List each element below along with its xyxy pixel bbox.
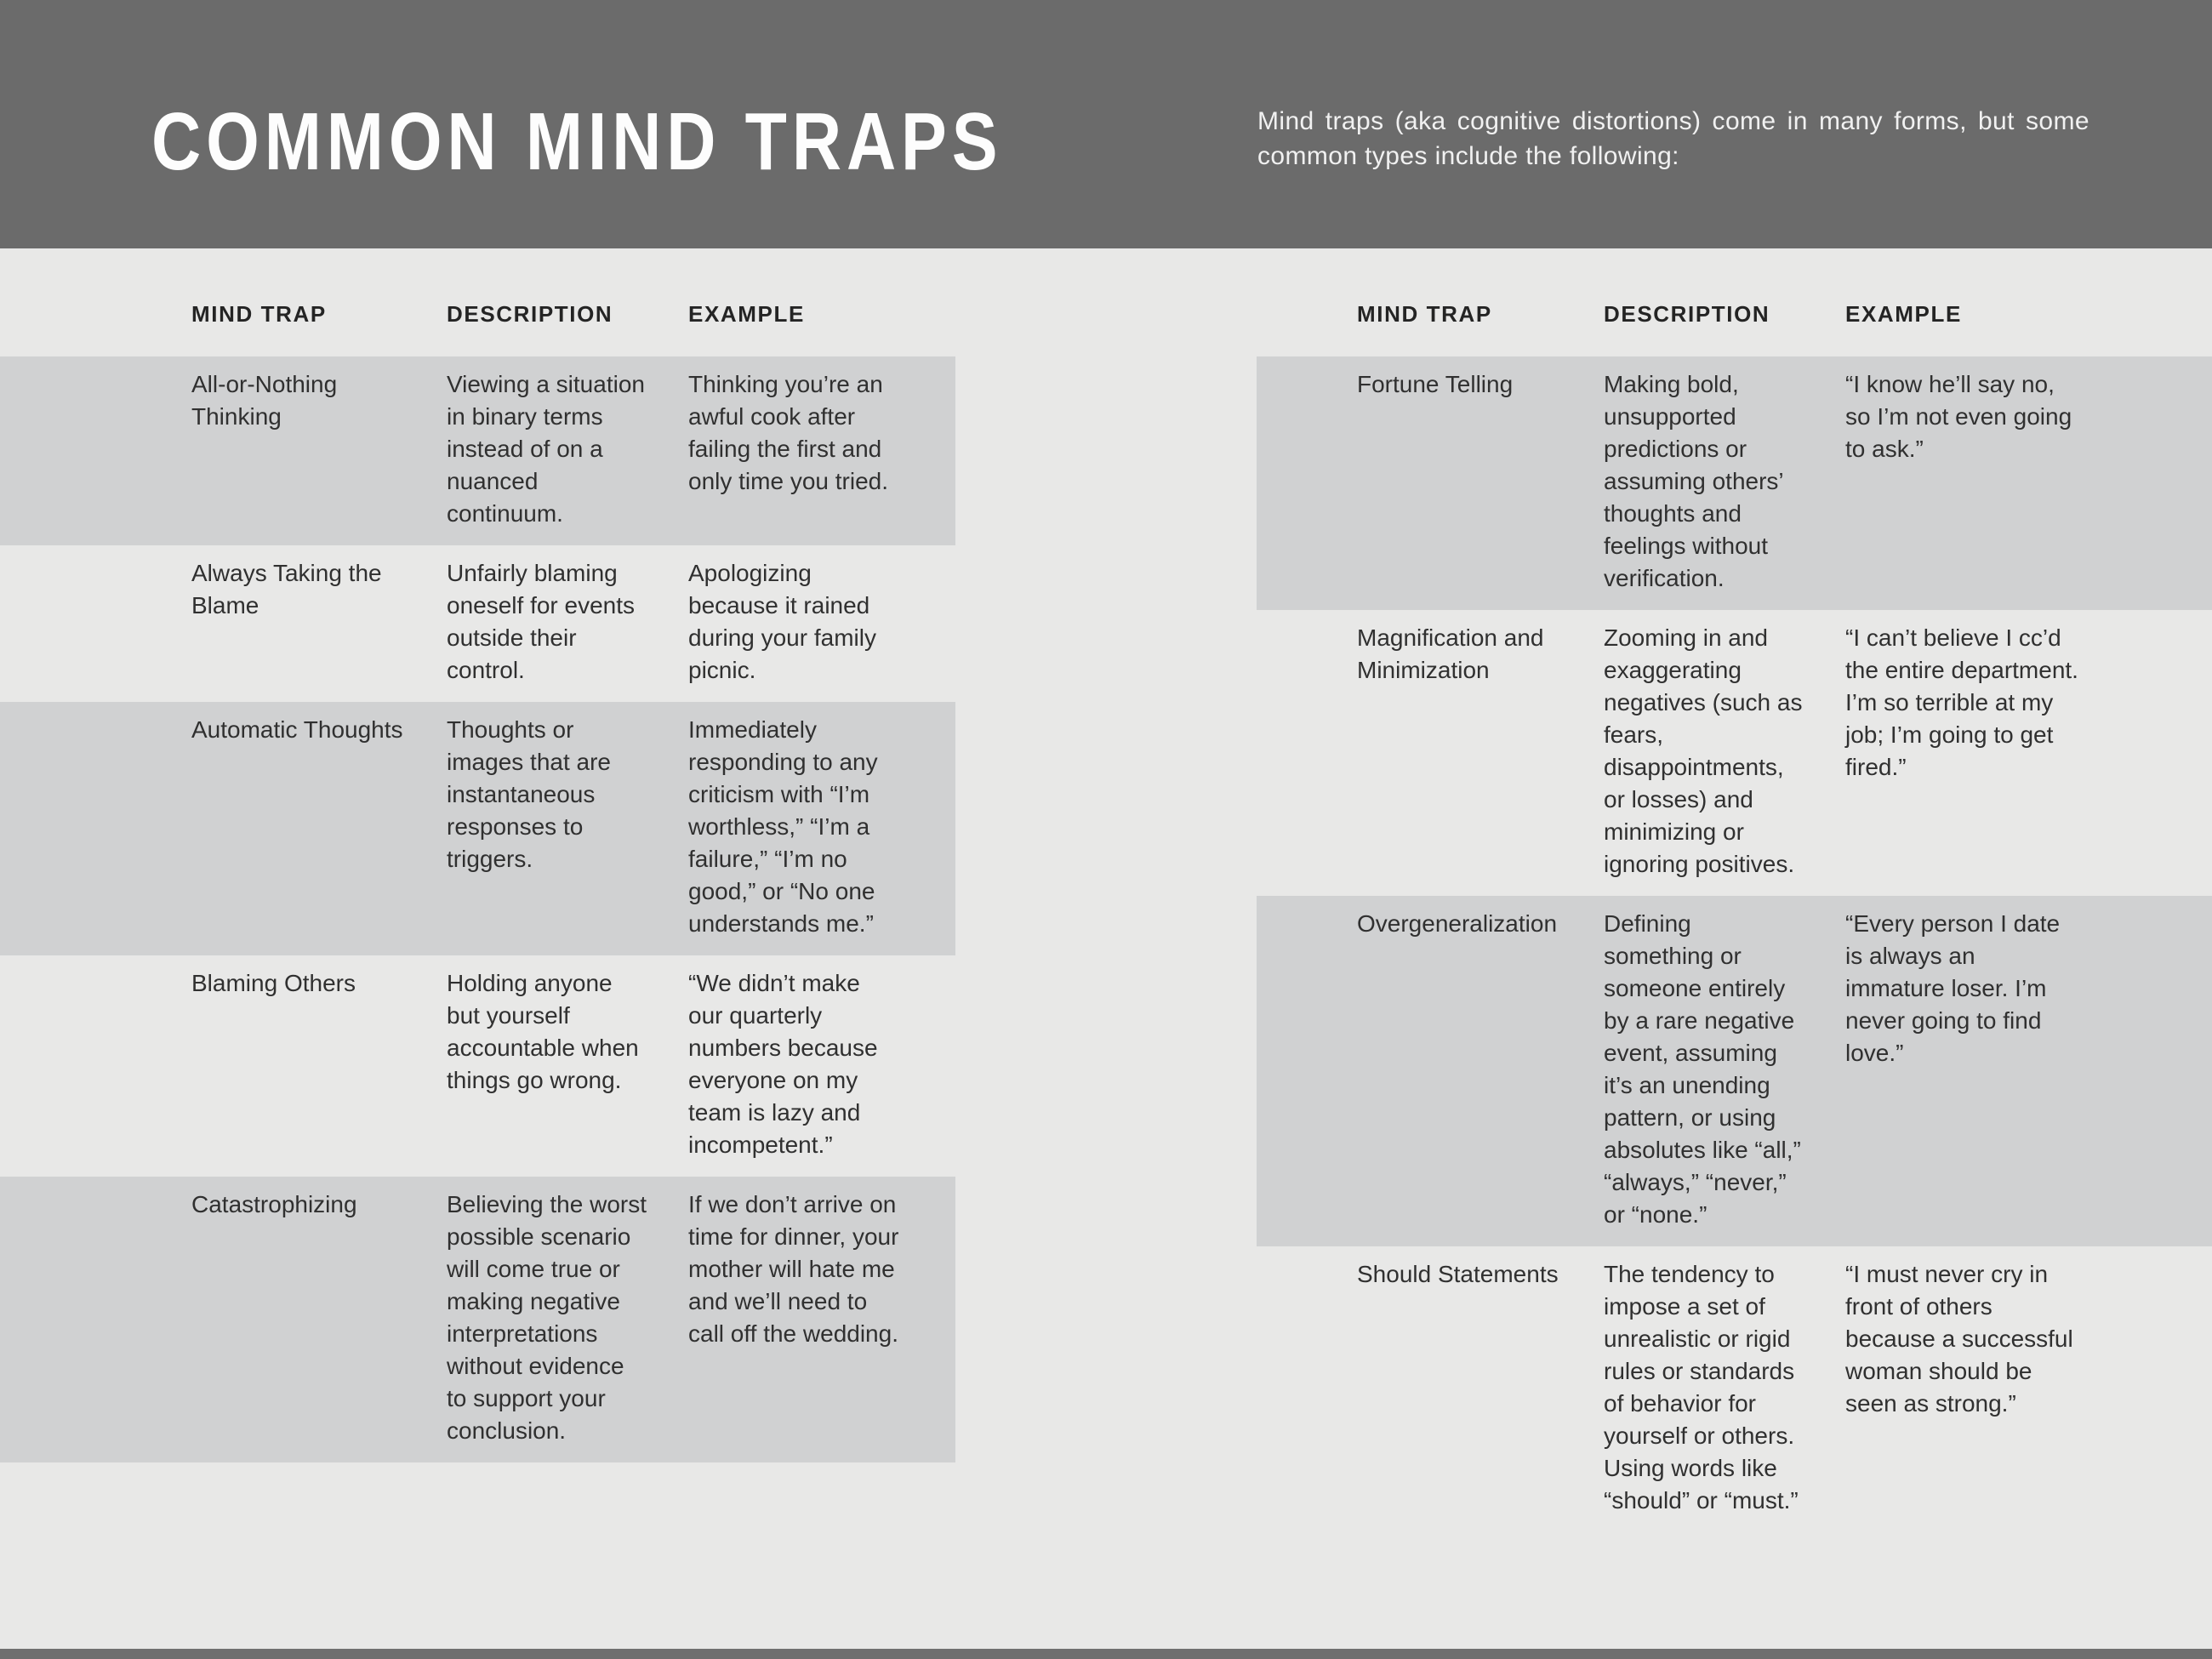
- mind-trap-example: Immediately responding to any criticism with “I’m worthless,” “I’m a failure,” “I’m no good,” or “No one understands me.”: [688, 716, 878, 937]
- mind-trap-name: Should Statements: [1357, 1261, 1559, 1287]
- mind-trap-description: Viewing a situation in binary terms instead of on a nuanced continuum.: [447, 371, 645, 527]
- intro-text: Mind traps (aka cognitive distortions) come in many forms, but some common types include the following:: [1257, 107, 2089, 170]
- mind-trap-example: Thinking you’re an awful cook after failing the first and only time you tried.: [688, 371, 888, 494]
- mind-trap-name: Blaming Others: [191, 970, 356, 996]
- header-band: [0, 0, 2212, 248]
- table-row: [1257, 356, 2212, 610]
- mind-trap-description: Zooming in and exaggerating negatives (such as fears, disappointments, or losses) and minimizing or ignoring positives.: [1604, 624, 1803, 877]
- column-header-example: EXAMPLE: [1845, 301, 1962, 327]
- mind-trap-name: Overgeneralization: [1357, 910, 1558, 937]
- mind-trap-description: Unfairly blaming oneself for events outside their control.: [447, 560, 636, 683]
- mind-trap-example: “I can’t believe I cc’d the entire department. I’m so terrible at my job; I’m going to get fired.”: [1845, 624, 2078, 780]
- mind-trap-example: If we don’t arrive on time for dinner, your mother will hate me and we’ll need to call off the wedding.: [688, 1191, 899, 1347]
- mind-trap-description: The tendency to impose a set of unrealistic or rigid rules or standards of behavior for yourself or others. Using words like “should” or “must.”: [1604, 1261, 1799, 1514]
- mind-trap-description: Defining something or someone entirely by a rare negative event, assuming it’s an unending pattern, or using absolutes like “all,” “always,” “never,” or “none.”: [1604, 910, 1801, 1228]
- mind-traps-table-left: [0, 248, 955, 1462]
- table-header-row: [1257, 248, 2212, 356]
- page-title: COMMON MIND TRAPS: [151, 96, 1003, 187]
- mind-trap-example: “I must never cry in front of others because a successful woman should be seen as strong.”: [1845, 1261, 2073, 1417]
- table-row: [0, 1177, 955, 1462]
- mind-trap-description: Making bold, unsupported predictions or assuming others’ thoughts and feelings without verification.: [1604, 371, 1783, 591]
- mind-trap-example: “We didn’t make our quarterly numbers because everyone on my team is lazy and incompetent.”: [688, 970, 878, 1158]
- mind-trap-description: Thoughts or images that are instantaneous responses to triggers.: [447, 716, 611, 872]
- table-row: [1257, 610, 2212, 896]
- mind-trap-example: Apologizing because it rained during your family picnic.: [688, 560, 876, 683]
- table-header-row: [0, 248, 955, 356]
- mind-traps-table-right: [1257, 248, 2212, 1532]
- column-header-mind-trap: MIND TRAP: [1357, 301, 1492, 327]
- mind-trap-example: “Every person I date is always an immature loser. I’m never going to find love.”: [1845, 910, 2061, 1066]
- mind-trap-name: Magnification and Minimization: [1357, 624, 1544, 683]
- mind-trap-name: Automatic Thoughts: [191, 716, 403, 743]
- table-row: [0, 356, 955, 545]
- table-row: [1257, 896, 2212, 1246]
- column-header-example: EXAMPLE: [688, 301, 805, 327]
- table-row: [1257, 1246, 2212, 1532]
- table-row: [0, 955, 955, 1177]
- mind-trap-description: Holding anyone but yourself accountable when things go wrong.: [447, 970, 639, 1093]
- mind-trap-name: Always Taking the Blame: [191, 560, 382, 619]
- mind-trap-name: Fortune Telling: [1357, 371, 1514, 397]
- column-header-mind-trap: MIND TRAP: [191, 301, 327, 327]
- footer-band: [0, 1649, 2212, 1659]
- column-header-description: DESCRIPTION: [1604, 301, 1770, 327]
- table-row: [0, 545, 955, 702]
- mind-trap-name: Catastrophizing: [191, 1191, 357, 1217]
- table-row: [0, 702, 955, 955]
- mind-trap-name: All-or-Nothing Thinking: [191, 371, 338, 430]
- column-header-description: DESCRIPTION: [447, 301, 613, 327]
- mind-trap-example: “I know he’ll say no, so I’m not even going to ask.”: [1845, 371, 2072, 462]
- mind-trap-description: Believing the worst possible scenario will come true or making negative interpretations without evidence to support your conclusion.: [447, 1191, 647, 1444]
